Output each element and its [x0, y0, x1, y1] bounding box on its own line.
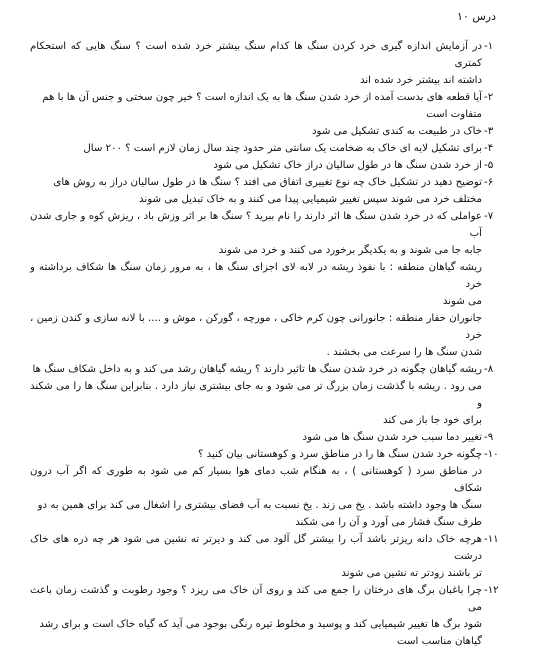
question-number: ۱۱- [484, 534, 499, 545]
answer-text: تر باشند زودتر ته نشین می شوند [341, 568, 482, 579]
question-text: برای تشکیل لایه ای خاک به ضخامت یک سانتی متر حدود چند سال زمان لازم است ؟ ۲۰۰ سال [83, 143, 482, 154]
question-item [30, 140, 498, 157]
question-item [30, 429, 498, 446]
question-text: چگونه خرد شدن سنگ ها را در مناطق سرد و کوهستانی بیان کنید ؟ [198, 449, 482, 460]
question-text: ریشه گیاهان چگونه در خرد شدن سنگ ها تاثیر دارند ؟ ریشه گیاهان رشد می کند و به داخل شکاف سنگ ها [32, 364, 482, 375]
question-item [30, 531, 498, 582]
question-text: ریشه گیاهان منطقه : با نفوذ ریشه در لابه لای اجزای سنگ ها ، به مرور زمان سنگ ها شکاف برداشته و خرد [30, 262, 482, 290]
question-number: ۴- [484, 143, 494, 154]
answer-text: داشته اند بیشتر خرد شده اند [359, 75, 482, 86]
lesson-title: درس ۱۰ [457, 10, 496, 23]
answer-text-continued: گیاهان مناسب است [396, 636, 482, 647]
question-number: ۱- [484, 41, 494, 52]
question-number: ۸- [484, 364, 494, 375]
question-text: از خرد شدن سنگ ها در طول سالیان دراز خاک تشکیل می شود [213, 160, 482, 171]
answer-text-continued: طرف سنگ فشار می آورد و آن را می شکند [295, 517, 482, 528]
question-text: هرچه خاک دانه ریزتر باشد آب را بیشتر گل آلود می کند و دیرتر ته نشین می شود هر چه ذره های خاک درشت [30, 534, 482, 562]
question-number: ۹- [484, 432, 494, 443]
question-number: ۳- [484, 126, 494, 137]
question-number: ۱۲- [484, 585, 499, 596]
question-item [30, 463, 498, 531]
question-number: ۷- [484, 211, 494, 222]
answer-text: جابه جا می شوند و به یکدیگر برخورد می کنند و خرد می شوند [218, 245, 482, 256]
question-item [30, 446, 498, 463]
answer-text: می رود . ریشه با گذشت زمان بزرگ تر می شود و به جای بیشتری نیاز دارد . بنابراین سنگ ها را می شکند و [30, 381, 482, 409]
question-text: جانوران حفار منطقه : جانورانی چون کرم خاکی ، مورچه ، گورکن ، موش و .... با لانه سازی و کندن زمین ، خرد [30, 313, 482, 341]
answer-text: مختلف خرد می شوند سپس تغییر شیمیایی پیدا می کنند و به خاک تبدیل می شوند [139, 194, 482, 205]
question-text: عواملی که در خرد شدن سنگ ها اثر دارند را نام ببرید ؟ سنگ ها بر اثر وزش باد ، ریزش کوه و جاری شدن آب [30, 211, 482, 239]
question-item [30, 38, 498, 89]
question-item [30, 310, 498, 361]
question-item [30, 89, 498, 123]
answer-text: می شوند [442, 296, 482, 307]
question-text: توضیح دهید در تشکیل خاک چه نوع تغییری اتفاق می افتد ؟ سنگ ها در طول سالیان دراز به روش های [53, 177, 482, 188]
question-number: ۲- [484, 92, 494, 103]
answer-text: شود برگ ها تغییر شیمیایی کند و پوسید و مخلوط تیره رنگی بوجود می آید که گیاه خاک است و برای رشد [39, 619, 482, 630]
questions-list [30, 38, 498, 650]
answer-text: سنگ ها وجود داشته باشد . یخ می زند . یخ نسبت به آب فضای بیشتری را اشغال می کند برای همین به دو [37, 500, 482, 511]
question-text: چرا باغبان برگ های درختان را جمع می کند و روی آن خاک می ریزد ؟ وجود رطوبت و گذشت زمان باعث می [30, 585, 482, 613]
question-text: در آزمایش اندازه گیری خرد کردن سنگ ها کدام سنگ بیشتر خرد شده است ؟ سنگ هایی که استحکام کمتری [30, 41, 482, 69]
answer-text: متفاوت است [426, 109, 482, 120]
question-item [30, 361, 498, 429]
question-text: در مناطق سرد ( کوهستانی ) ، به هنگام شب دمای هوا بسیار کم می شود به طوری که اگر آب درون شکاف [30, 466, 482, 494]
question-text: خاک در طبیعت به کندی تشکیل می شود [312, 126, 482, 137]
question-item [30, 157, 498, 174]
answer-text: شدن سنگ ها را سرعت می بخشند . [326, 347, 482, 358]
answer-text-continued: برای خود جا باز می کند [382, 415, 482, 426]
question-item [30, 123, 498, 140]
question-text: آیا قطعه های بدست آمده از خرد شدن سنگ ها به یک اندازه است ؟ خیر چون سختی و جنس آن ها با هم [42, 92, 482, 103]
question-number: ۱۰- [484, 449, 499, 460]
question-item [30, 259, 498, 310]
question-item [30, 582, 498, 650]
question-number: ۵- [484, 160, 494, 171]
question-item [30, 174, 498, 208]
question-number: ۶- [484, 177, 494, 188]
question-item [30, 208, 498, 259]
question-text: تغییر دما سبب خرد شدن سنگ ها می شود [302, 432, 482, 443]
